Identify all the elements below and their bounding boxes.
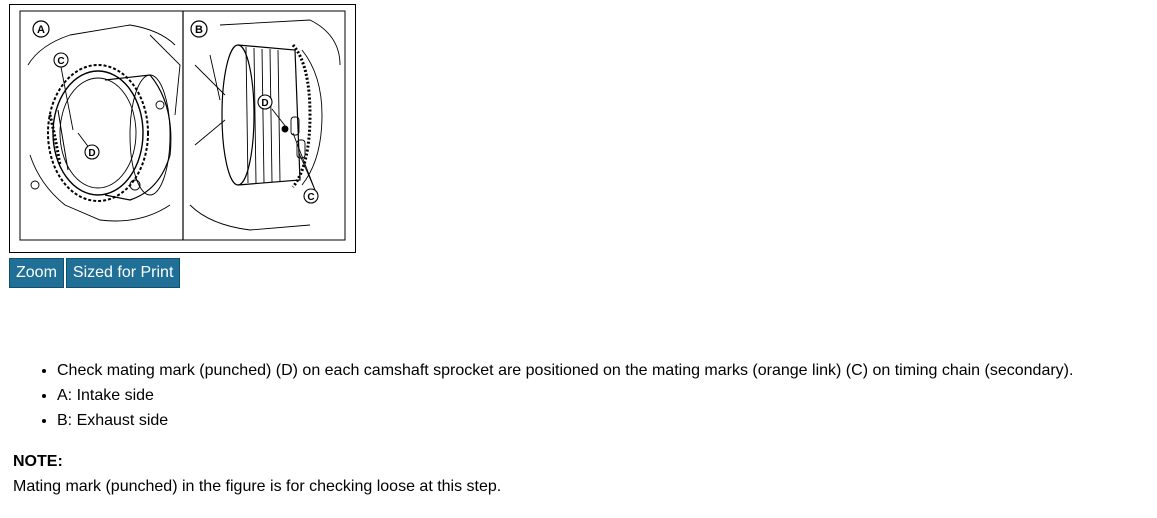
panel-b-callout-d: D [261,98,269,109]
note-text: Mating mark (punched) in the figure is for checking loose at this step. [13,478,502,495]
panel-b-callout-c: C [307,192,315,203]
panel-a-label: A [37,24,45,36]
camshaft-sprocket-figure[interactable] [9,4,356,253]
note-heading: NOTE: [13,453,63,470]
figure-illustration [10,5,355,252]
panel-a-callout-c: C [57,56,65,67]
sized-for-print-button[interactable]: Sized for Print [66,258,180,288]
instruction-list [13,358,1073,433]
list-item: • Check mating mark (punched) (D) on each camshaft sprocket are positioned on the mating marks (orange link) (C) on timing chain (secondary). [57,358,1073,383]
list-item: • B: Exhaust side [57,408,1073,433]
zoom-button[interactable]: Zoom [9,258,64,288]
list-item: • A: Intake side [57,383,1073,408]
panel-a-callout-d: D [88,148,96,159]
panel-a-drawing [28,25,180,221]
figure-button-row [9,258,180,288]
panel-b-label: B [195,24,203,36]
